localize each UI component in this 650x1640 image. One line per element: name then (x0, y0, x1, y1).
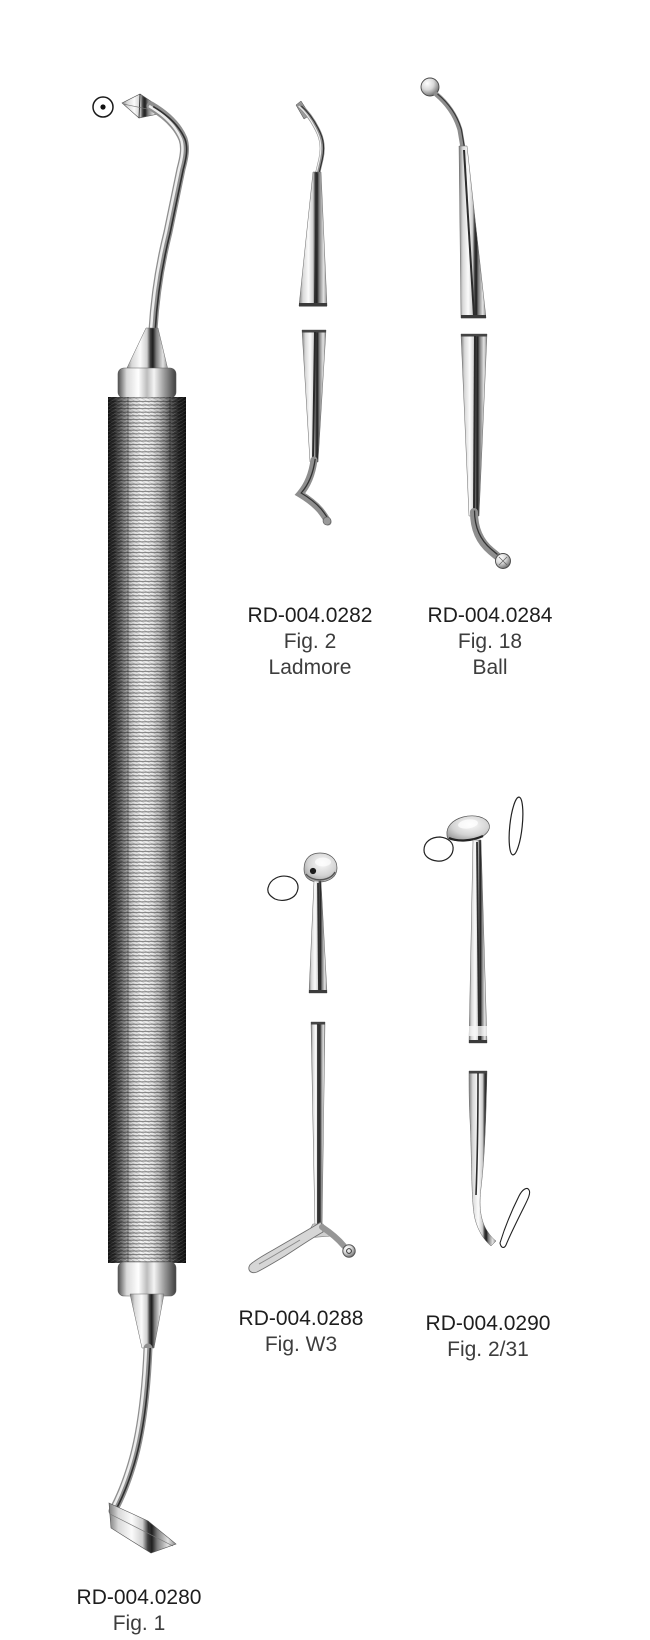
fig231-lower-blade (469, 1071, 496, 1246)
product-figure: Fig. 2/31 (447, 1338, 529, 1361)
figw3-lower-shank (311, 1022, 325, 1230)
fig231-cross-section-outline-left (424, 837, 453, 861)
product-figure: Fig. 1 (112, 1612, 166, 1635)
figw3-upper-shank (309, 881, 327, 993)
product-code: RD-004.0282 (247, 604, 373, 627)
fig18-ball-tip-top (421, 78, 465, 148)
figw3-burnisher-head (304, 853, 337, 882)
fig2-lower-taper (302, 330, 326, 462)
fig231-cross-section-outline-right (507, 797, 525, 856)
figw3-illustration (240, 805, 380, 1280)
cross-section-circle-icon (93, 97, 113, 117)
product-name: Ladmore (268, 656, 352, 679)
product-figure: Fig. W3 (264, 1333, 338, 1356)
product-caption-fig2 (248, 603, 373, 681)
product-caption-figw3 (239, 1306, 364, 1358)
product-caption-fig231 (426, 1311, 551, 1363)
product-code: RD-004.0280 (76, 1586, 202, 1609)
product-name: Ball (472, 656, 508, 679)
product-code: RD-004.0290 (425, 1312, 551, 1335)
fig2-upper-taper (299, 172, 327, 307)
fig231-upper-shank (469, 840, 487, 1043)
fig2-illustration (255, 90, 375, 535)
fig231-head (447, 816, 490, 841)
fig18-ball-tip-bottom (474, 511, 511, 569)
fig1-upper-shank (126, 106, 187, 370)
product-code: RD-004.0288 (238, 1307, 364, 1330)
fig2-bottom-tip (300, 459, 331, 525)
figw3-cross-section-outline (268, 876, 298, 900)
fig1-illustration (55, 75, 205, 1565)
fig18-lower-taper (461, 334, 487, 516)
fig231-cross-section-outline-bottom (500, 1188, 530, 1247)
fig1-handle (108, 368, 186, 1296)
product-code: RD-004.0284 (427, 604, 553, 627)
fig1-lower-shank (111, 1294, 164, 1511)
product-caption-fig18 (428, 603, 553, 681)
fig18-illustration (385, 65, 520, 580)
product-figure: Fig. 18 (457, 630, 523, 653)
product-caption-fig1 (77, 1585, 202, 1637)
fig1-bottom-tip (109, 1503, 176, 1553)
product-figure: Fig. 2 (283, 630, 337, 653)
fig18-upper-taper (459, 146, 486, 318)
fig2-tip (296, 101, 324, 176)
figw3-t-end (249, 1222, 355, 1273)
fig231-illustration (390, 775, 540, 1255)
